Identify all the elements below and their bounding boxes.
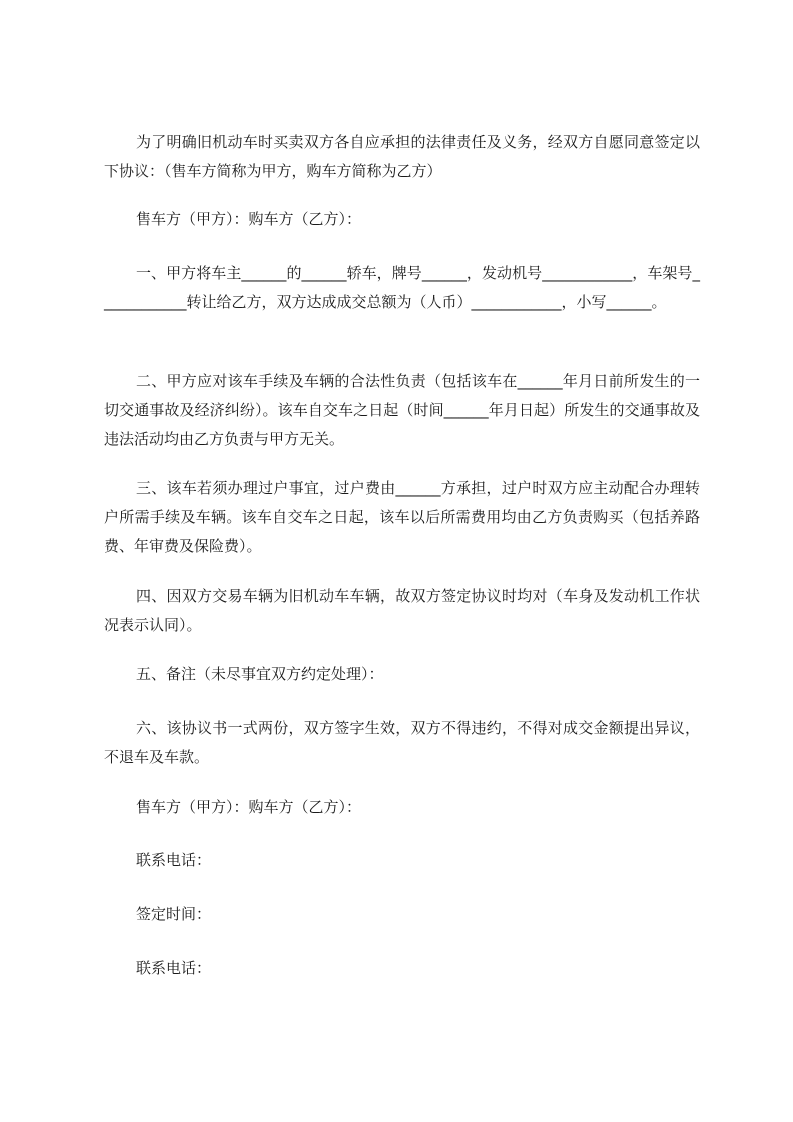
clause-2: 二、甲方应对该车手续及车辆的合法性负责（包括该车在______年月日前所发生的一切交通事故及经济纠纷）。该车自交车之日起（时间______年月日起）所发生的交通事故及违法活动均由乙方负责与甲方无关。: [104, 372, 700, 448]
parties-line-bottom: 售车方（甲方）：购车方（乙方）：: [136, 798, 362, 816]
contact-phone-line-1: 联系电话：: [136, 851, 212, 869]
clause-6: 六、该协议书一式两份，双方签字生效，双方不得违约，不得对成交金额提出异议，不退车及车款。: [104, 719, 700, 766]
contact-phone-line-2: 联系电话：: [136, 959, 212, 977]
clause-3: 三、该车若须办理过户事宜，过户费由______方承担，过户时双方应主动配合办理转户所需手续及车辆。该车自交车之日起，该车以后所需费用均由乙方负责购买（包括养路费、年审费及保险费）。: [104, 479, 700, 555]
clause-5: 五、备注（未尽事宜双方约定处理）：: [136, 665, 384, 683]
sign-time-line: 签定时间：: [136, 905, 212, 923]
intro-paragraph: 为了明确旧机动车时买卖双方各自应承担的法律责任及义务，经双方自愿同意签定以下协议：（售车方简称为甲方，购车方简称为乙方）: [104, 133, 700, 180]
clause-4: 四、因双方交易车辆为旧机动车车辆，故双方签定协议时均对（车身及发动机工作状况表示认同）。: [104, 587, 700, 634]
clause-1: 一、甲方将车主______的______轿车，牌号______，发动机号____________，车架号____________转让给乙方，双方达成成交总额为（人币）____________，小写______。: [104, 264, 700, 311]
parties-line-top: 售车方（甲方）：购车方（乙方）：: [136, 210, 362, 228]
